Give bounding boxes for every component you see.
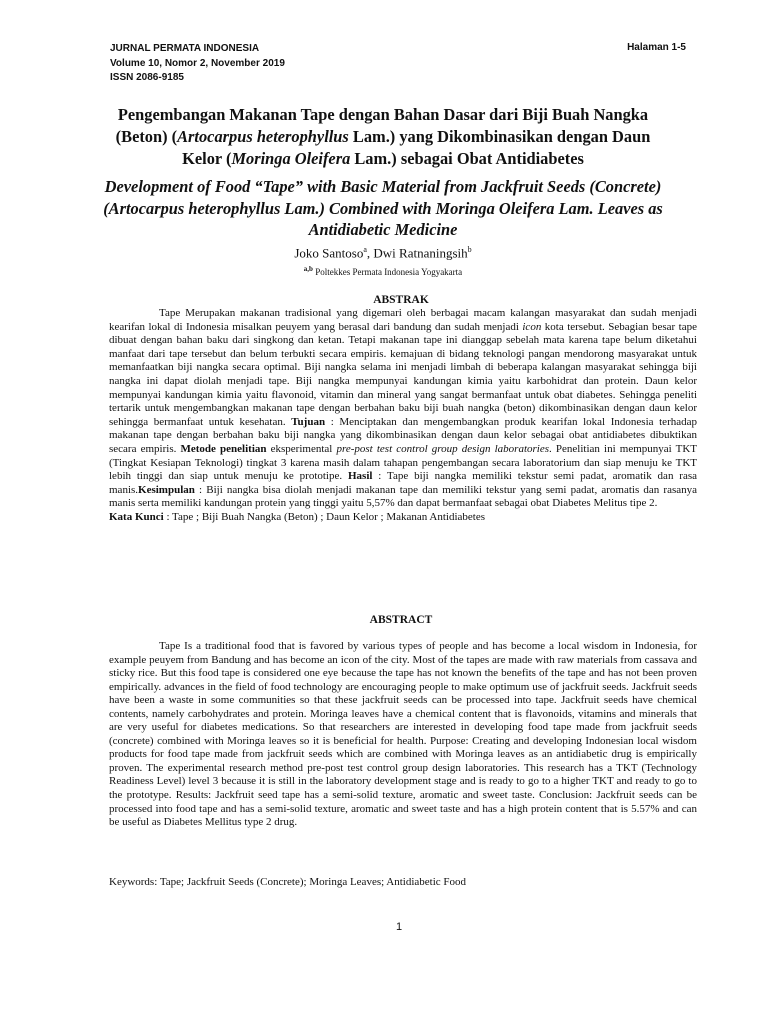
abstrak-text: : Tape biji nangka memiliki tekstur semi padat, aromatik dan rasa manis. [109,470,697,496]
page-range: Halaman 1-5 [627,42,686,53]
abstrak-bold-kesimpulan: Kesimpulan [138,483,195,496]
author-1: Joko Santoso [294,245,364,261]
title-id-part: Pengembangan Makanan Tape dengan Bahan Dasar dari Biji Buah Nangka (Beton) ( [115,105,649,146]
abstrak-paragraph [109,307,697,511]
title-id-species-1: Artocarpus heterophyllus [177,127,349,146]
kata-kunci-label: Kata Kunci [109,510,164,523]
title-indonesian [100,104,666,170]
abstract-paragraph: Tape Is a traditional food that is favored by various types of people and has become a local wisdom in Indonesia, for example peuyem from Bandung and has become an icon of the city. Most of the tapes are made with raw materials from cassava and sticky rice. But this food tape is considered one eye because the tape has not known the benefits of the tape and has not been proven empirically. advances in the field of food technology are encouraging people to make optimum use of jackfruit seeds. Jackfruit seeds have been a waste in some communities so that these jackfruit seeds can be processed into tape. Jackfruit seeds have chemical contents, namely carbohydrates and protein. Moringa leaves have a chemical content that is flavonoids, vitamins and minerals that are very useful for diabetes medications. So that researchers are interested in developing food tape made from jackfruit seeds (concrete) combined with Moringa leaves so it is beneficial for health. Purpose: Creating and developing Indonesian local wisdom products for food tape made from jackfruit seeds which are combined with Moringa leaves as an antidiabetic drug is empirically proven. The experimental research method pre-post test control group design laboratories. This research has a TKT (Technology Readiness Level) level 3 because it is still in the laboratory development stage and is ready to go to a higher TKT and ready to go to the prototype. Results: Jackfruit seed tape has a semi-solid texture, aromatic and sweet taste. Conclusion: Jackfruit seeds can be processed into food tape and has a semi-solid texture, aromatic and sweet taste and has a high protein content that is 5.57% and can be useful as Diabetes Mellitus type 2 drug. [109,640,697,829]
abstract-heading: ABSTRACT [369,614,433,626]
title-id-part: Lam.) sebagai Obat Antidiabetes [350,149,584,168]
title-id-species-2: Moringa Oleifera [231,149,351,168]
journal-header [110,42,285,86]
author-2-affil-mark: b [467,245,472,254]
abstrak-bold-tujuan: Tujuan [291,415,326,428]
abstrak-bold-hasil: Hasil [347,470,373,483]
affiliation-mark: a,b [303,265,313,273]
keywords-english: Keywords: Tape; Jackfruit Seeds (Concrete); Moringa Leaves; Antidiabetic Food [109,876,467,888]
abstrak-italic: icon [522,320,542,333]
affiliation-text: Poltekkes Permata Indonesia Yogyakarta [312,267,463,277]
title-english: Development of Food “Tape” with Basic Material from Jackfruit Seeds (Concrete) (Artocarpus heterophyllus Lam.) Combined with Moringa Oleifera Lam. Leaves as Antidiabetic Medicine [103,177,663,239]
journal-volume: Volume 10, Nomor 2, November 2019 [110,57,285,69]
journal-issn: ISSN 2086-9185 [110,72,184,83]
author-list [100,245,666,261]
kata-kunci [109,511,697,525]
journal-name: JURNAL PERMATA INDONESIA [110,43,260,54]
page-number: 1 [396,921,403,933]
abstrak-heading: ABSTRAK [373,294,429,306]
title-id-part: Lam.) yang Dikombinasikan dengan Daun Kelor ( [182,127,651,168]
abstrak-text: Tape Merupakan makanan tradisional yang digemari oleh berbagai macam kalangan masyarakat dan sudah menjadi kearifan lokal di Indonesia misalkan peuyem yang berasal dari bandung dan sudah menjadi [109,307,697,333]
abstrak-text: : Biji nangka bisa diolah menjadi makanan tape dan memiliki tekstur yang semi padat, aromatis dan rasanya manis serta memiliki kandungan protein yang tinggi yaitu 5,57% dan dapat bermanfaat sebagai obat Diabetes Melitus tipe 2. [109,483,697,510]
abstrak-text: . Penelitian ini mempunyai TKT (Tingkat Kesiapan Teknologi) tingkat 3 karena masih dalam tahapan pengembangan secara laboratorium dan siap menuju ke TKT lebih tinggi dan siap untuk menuju ke prototipe. [109,442,698,483]
kata-kunci-text: : Tape ; Biji Buah Nangka (Beton) ; Daun Kelor ; Makanan Antidiabetes [163,510,486,523]
author-separator: , [366,245,374,261]
abstrak-italic: pre-post test control group design laboratories [336,442,550,455]
abstrak-text: eksperimental [266,442,337,455]
author-1-affil-mark: a [363,245,367,254]
affiliation [100,265,666,277]
abstrak-text: kota tersebut. Sebagian besar tape dibuat dengan bahan baku dari singkong dan ketan. Tetapi makanan tape ini dianggap sebelah mata karena tape belum diketahui manfaat dari tape tersebut dan belum terbukti secara empiris. kemajuan di bidang teknologi pangan mendorong masyarakat untuk memanfaatkan biji nangka secara optimal. Biji nangka selama ini menjadi limbah di beberapa kalangan masyarakat sehingga biji nangka ini dapat diolah menjadi tape. Biji nangka mempunyai kandungan kimia yaitu karbohidrat dan protein. Daun kelor mempunyai kandungan kimia yaitu flavonoid, vitamin dan mineral yang sangat bermanfaat untuk obat diabetes. Sehingga peneliti tertarik untuk mengembangkan makanan tape dengan berbahan baku biji buah nangka (beton) dikombinasikan dengan daun kelor sehingga bermanfaat untuk kesehatan. [109,320,697,428]
author-2: Dwi Ratnaningsih [373,245,468,261]
abstrak-text: : Menciptakan dan mengembangkan produk kearifan lokal Indonesia terhadap makanan tape dengan berbahan baku biji nangka yang dikombinasikan dengan daun kelor sebagai obat antidiabetes dibuktikan secara empiris. [109,415,697,455]
abstrak-body [109,307,697,525]
abstract-body [109,640,697,830]
abstrak-bold-metode: Metode penelitian [180,442,267,455]
